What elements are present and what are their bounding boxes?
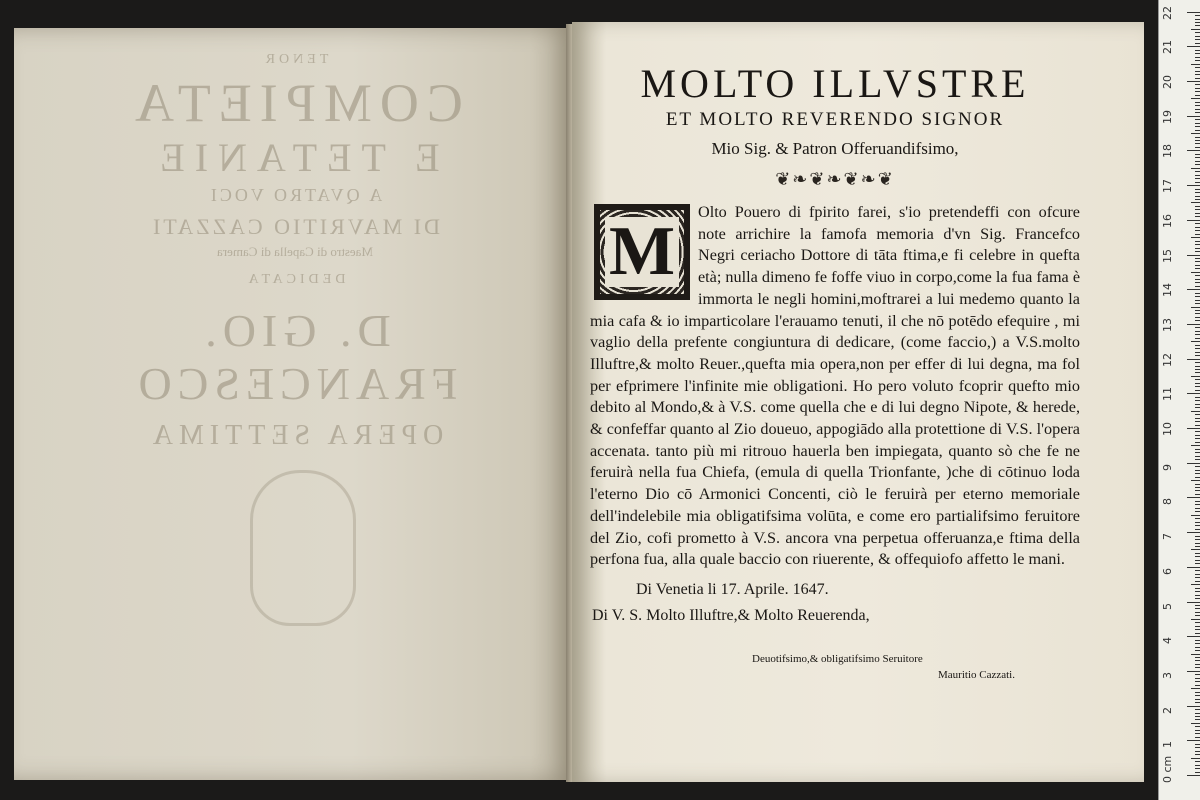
ruler-minor-tick — [1195, 22, 1200, 23]
ruler-minor-tick — [1195, 300, 1200, 301]
title-line-3: Mio Sig. & Patron Offeruandifsimo, — [711, 139, 959, 158]
ruler-minor-tick — [1195, 622, 1200, 623]
ruler-minor-tick — [1195, 352, 1200, 353]
ruler-minor-tick — [1195, 664, 1200, 665]
ruler-minor-tick — [1191, 64, 1200, 65]
ghost-line: DI MAVRITIO CAZZATI — [149, 214, 441, 239]
ruler-minor-tick — [1195, 466, 1200, 467]
ruler-tick — [1187, 116, 1200, 117]
ruler-minor-tick — [1195, 449, 1200, 450]
ruler-minor-tick — [1195, 248, 1200, 249]
ruler-minor-tick — [1195, 459, 1200, 460]
ruler-minor-tick — [1195, 536, 1200, 537]
ruler-label: 18 — [1161, 144, 1174, 159]
ruler-minor-tick — [1195, 400, 1200, 401]
ruler-minor-tick — [1195, 355, 1200, 356]
ruler-minor-tick — [1191, 445, 1200, 446]
ruler-minor-tick — [1195, 695, 1200, 696]
ruler-minor-tick — [1195, 709, 1200, 710]
ruler-minor-tick — [1195, 650, 1200, 651]
ruler-minor-tick — [1195, 327, 1200, 328]
ruler-minor-tick — [1195, 171, 1200, 172]
ruler-minor-tick — [1195, 261, 1200, 262]
ruler-tick — [1187, 706, 1200, 707]
ruler-minor-tick — [1195, 57, 1200, 58]
ruler-minor-tick — [1195, 685, 1200, 686]
ruler-minor-tick — [1195, 615, 1200, 616]
ruler-minor-tick — [1195, 275, 1200, 276]
ruler-minor-tick — [1195, 161, 1200, 162]
ruler-minor-tick — [1195, 154, 1200, 155]
ruler-label: 13 — [1161, 317, 1174, 332]
ruler-minor-tick — [1195, 53, 1200, 54]
ruler-minor-tick — [1195, 15, 1200, 16]
signature-line-1: Deuotifsimo,& obligatifsimo Seruitore — [752, 652, 923, 665]
ruler-tick — [1187, 428, 1200, 429]
ruler-minor-tick — [1195, 726, 1200, 727]
ruler-label: 11 — [1161, 387, 1174, 402]
ruler-minor-tick — [1195, 74, 1200, 75]
ruler-minor-tick — [1195, 338, 1200, 339]
ruler-minor-tick — [1195, 39, 1200, 40]
ruler-minor-tick — [1195, 25, 1200, 26]
ruler-label: 16 — [1161, 213, 1174, 228]
ruler-tick — [1187, 775, 1200, 776]
ghost-line: OPERA SETTIMA — [146, 420, 444, 451]
ruler-minor-tick — [1195, 137, 1200, 138]
ruler-minor-tick — [1195, 692, 1200, 693]
ruler-minor-tick — [1195, 418, 1200, 419]
ruler-minor-tick — [1195, 414, 1200, 415]
ruler-minor-tick — [1195, 556, 1200, 557]
ruler-minor-tick — [1195, 591, 1200, 592]
ruler-minor-tick — [1195, 730, 1200, 731]
ruler-tick — [1187, 740, 1200, 741]
ruler-minor-tick — [1195, 147, 1200, 148]
ruler-minor-tick — [1195, 421, 1200, 422]
ruler-tick — [1187, 324, 1200, 325]
ruler-label: 3 — [1161, 671, 1174, 679]
ruler-minor-tick — [1195, 19, 1200, 20]
ruler-minor-tick — [1195, 331, 1200, 332]
ruler-minor-tick — [1195, 719, 1200, 720]
signature-name: Mauritio Cazzati. — [938, 668, 1015, 681]
ghost-line: D. GIO. FRANCESCO — [132, 305, 458, 409]
ruler-label: 14 — [1161, 283, 1174, 298]
ruler-minor-tick — [1195, 265, 1200, 266]
ruler-minor-tick — [1195, 581, 1200, 582]
ruler-minor-tick — [1195, 643, 1200, 644]
title-line-2: ET MOLTO REVERENDO SIGNOR — [665, 109, 1005, 130]
ruler-minor-tick — [1191, 549, 1200, 550]
ruler-minor-tick — [1195, 213, 1200, 214]
ruler-minor-tick — [1195, 126, 1200, 127]
ruler-minor-tick — [1195, 657, 1200, 658]
ruler-tick — [1187, 636, 1200, 637]
ruler-minor-tick — [1191, 723, 1200, 724]
ruler-minor-tick — [1195, 629, 1200, 630]
ruler-minor-tick — [1195, 175, 1200, 176]
ruler-minor-tick — [1195, 504, 1200, 505]
ruler-minor-tick — [1191, 376, 1200, 377]
ruler-minor-tick — [1195, 522, 1200, 523]
ruler-label: 22 — [1161, 5, 1174, 20]
ruler-minor-tick — [1195, 747, 1200, 748]
ruler-label: 8 — [1161, 498, 1174, 506]
ruler-tick — [1187, 220, 1200, 221]
ruler-minor-tick — [1195, 32, 1200, 33]
ruler-minor-tick — [1195, 348, 1200, 349]
salutation: Di V. S. Molto Illuftre,& Molto Reuerenda, — [592, 606, 870, 624]
ruler-minor-tick — [1195, 251, 1200, 252]
ruler-minor-tick — [1195, 192, 1200, 193]
ruler-minor-tick — [1195, 296, 1200, 297]
ruler-minor-tick — [1191, 688, 1200, 689]
ornament-divider: ❦❧❦❧❦❧❦ — [775, 169, 895, 190]
ruler-minor-tick — [1195, 88, 1200, 89]
ruler-minor-tick — [1195, 487, 1200, 488]
ruler-label: 19 — [1161, 109, 1174, 124]
ruler-minor-tick — [1195, 279, 1200, 280]
ruler-minor-tick — [1191, 411, 1200, 412]
ruler-tick — [1187, 567, 1200, 568]
ruler-minor-tick — [1191, 237, 1200, 238]
ruler-minor-tick — [1195, 744, 1200, 745]
ruler-minor-tick — [1195, 317, 1200, 318]
ruler-minor-tick — [1195, 681, 1200, 682]
ruler-tick — [1187, 393, 1200, 394]
ruler-minor-tick — [1195, 529, 1200, 530]
ruler-minor-tick — [1195, 751, 1200, 752]
ruler-minor-tick — [1195, 95, 1200, 96]
ruler-label: 17 — [1161, 179, 1174, 194]
ruler-minor-tick — [1195, 477, 1200, 478]
ruler-minor-tick — [1195, 553, 1200, 554]
ruler-minor-tick — [1195, 470, 1200, 471]
ruler-minor-tick — [1195, 431, 1200, 432]
ruler-minor-tick — [1195, 772, 1200, 773]
ruler-minor-tick — [1195, 234, 1200, 235]
ruler-tick — [1187, 671, 1200, 672]
ruler-minor-tick — [1195, 366, 1200, 367]
ruler-minor-tick — [1195, 386, 1200, 387]
body-paragraph: Olto Pouero di fpirito farei, s'io pretendeffi con ofcure note arrichire la famofa memoria d'vn Sig. Francefco Negri ceriacho Dottore di tāta ftima,e fi celebre in quefta età; nulla dimeno fe foffe viuo in corpo,come la fua fama è immorta le negli homini,moftrarei a lui medemo quanto la mia cafa & io imparticolare l'erauamo tenuti, il che nō potēdo efequire , mi vaglio della prefente congiuntura di dedicare, (come faccio,) a V.S.molto Illuftre,& molto Reuer.,quefta mia opera,non per effer di lui degna, ma fol per efprimere l'infinite mie obligationi. Ho pero voluto fcoprir quefto mio debito al Mondo,& à V.S. come quella che e di lui degno Nipote, & herede, & confeffar quanto al Zio doueuo, appogiādo alla protettione di V.S. l'opera accenata. tanto più mi ritrouo hauerla ben impiegata, quanto sò che fe ne feruirà nella fua Chiefa, (emula di quella Trionfante, )che di cōtinuo loda l'eterno Dio cō Armonici Concenti, ciò le feruirà per eterno memoriale dell'indelebile mia obligatifsima volūta, e come ero partialifsimo feruitore del Zio, cofi prometto à V.S. ancora vna perpetua offeruanza,e ftima della perfona fua, alla quale baccio con riuerente, & offequiofo affetto le mani. — [590, 203, 1080, 569]
ruler-minor-tick — [1195, 660, 1200, 661]
decorated-initial — [594, 204, 690, 300]
ruler-minor-tick — [1195, 539, 1200, 540]
ghost-line: E TETANIE — [150, 135, 440, 180]
ruler-minor-tick — [1195, 390, 1200, 391]
ruler-minor-tick — [1195, 230, 1200, 231]
ruler-minor-tick — [1195, 404, 1200, 405]
ruler-label: 15 — [1161, 248, 1174, 263]
ruler-minor-tick — [1195, 442, 1200, 443]
ruler-label: 5 — [1161, 602, 1174, 610]
ruler-minor-tick — [1195, 494, 1200, 495]
ruler-minor-tick — [1195, 206, 1200, 207]
ruler-minor-tick — [1195, 157, 1200, 158]
ruler-minor-tick — [1195, 702, 1200, 703]
ruler-minor-tick — [1191, 654, 1200, 655]
ruler-tick — [1187, 46, 1200, 47]
ruler-minor-tick — [1195, 223, 1200, 224]
ruler-minor-tick — [1195, 43, 1200, 44]
ruler-minor-tick — [1195, 258, 1200, 259]
ruler-minor-tick — [1195, 216, 1200, 217]
ruler-minor-tick — [1191, 480, 1200, 481]
ruler-label: 12 — [1161, 352, 1174, 367]
ghost-line: COMPIETA — [127, 73, 463, 133]
ruler-minor-tick — [1195, 112, 1200, 113]
ruler-label: 1 — [1161, 741, 1174, 749]
ruler-minor-tick — [1191, 515, 1200, 516]
ruler-minor-tick — [1195, 598, 1200, 599]
ruler-minor-tick — [1195, 345, 1200, 346]
ruler-minor-tick — [1195, 678, 1200, 679]
ruler-minor-tick — [1195, 640, 1200, 641]
ruler-minor-tick — [1195, 362, 1200, 363]
ruler-minor-tick — [1195, 595, 1200, 596]
ruler-minor-tick — [1195, 379, 1200, 380]
ruler-label: 10 — [1161, 422, 1174, 436]
ruler-minor-tick — [1195, 71, 1200, 72]
ruler-minor-tick — [1195, 407, 1200, 408]
ruler-minor-tick — [1195, 199, 1200, 200]
ruler-minor-tick — [1195, 518, 1200, 519]
ruler-minor-tick — [1195, 425, 1200, 426]
ruler-minor-tick — [1195, 633, 1200, 634]
ruler-label: 21 — [1161, 40, 1174, 55]
ruler-minor-tick — [1195, 473, 1200, 474]
ruler-minor-tick — [1195, 286, 1200, 287]
ruler-minor-tick — [1195, 484, 1200, 485]
ghost-line: A QVATRO VOCI — [207, 185, 383, 205]
ruler-minor-tick — [1195, 761, 1200, 762]
ruler-label: 6 — [1161, 567, 1174, 575]
ruler-minor-tick — [1195, 164, 1200, 165]
ruler-minor-tick — [1195, 647, 1200, 648]
ruler-minor-tick — [1195, 612, 1200, 613]
ruler-minor-tick — [1195, 119, 1200, 120]
dedication-text — [590, 60, 1080, 681]
ruler-minor-tick — [1195, 588, 1200, 589]
ruler-minor-tick — [1195, 84, 1200, 85]
ruler-minor-tick — [1195, 511, 1200, 512]
ruler-minor-tick — [1195, 608, 1200, 609]
ruler-minor-tick — [1191, 202, 1200, 203]
ruler-minor-tick — [1195, 241, 1200, 242]
ruler-label: 7 — [1161, 533, 1174, 541]
measuring-ruler — [1158, 0, 1200, 800]
ruler-minor-tick — [1195, 383, 1200, 384]
ruler-minor-tick — [1195, 130, 1200, 131]
ruler-minor-tick — [1195, 50, 1200, 51]
ruler-minor-tick — [1191, 619, 1200, 620]
ruler-minor-tick — [1191, 758, 1200, 759]
ruler-minor-tick — [1195, 570, 1200, 571]
ruler-tick — [1187, 602, 1200, 603]
ruler-minor-tick — [1195, 737, 1200, 738]
ruler-minor-tick — [1195, 768, 1200, 769]
ruler-minor-tick — [1195, 765, 1200, 766]
ruler-minor-tick — [1195, 143, 1200, 144]
ruler-minor-tick — [1195, 36, 1200, 37]
ruler-minor-tick — [1191, 29, 1200, 30]
ruler-minor-tick — [1195, 699, 1200, 700]
ruler-minor-tick — [1195, 178, 1200, 179]
ruler-minor-tick — [1195, 102, 1200, 103]
ruler-minor-tick — [1195, 713, 1200, 714]
ruler-minor-tick — [1195, 109, 1200, 110]
ruler-tick — [1187, 185, 1200, 186]
ruler-minor-tick — [1191, 133, 1200, 134]
ruler-minor-tick — [1195, 438, 1200, 439]
ruler-minor-tick — [1191, 98, 1200, 99]
ruler-tick — [1187, 532, 1200, 533]
ruler-minor-tick — [1195, 303, 1200, 304]
ruler-minor-tick — [1195, 546, 1200, 547]
ghost-line: DEDICATA — [244, 272, 346, 287]
ruler-minor-tick — [1195, 310, 1200, 311]
ruler-minor-tick — [1195, 674, 1200, 675]
ruler-minor-tick — [1195, 667, 1200, 668]
ruler-minor-tick — [1195, 78, 1200, 79]
ruler-minor-tick — [1195, 560, 1200, 561]
ruler-minor-tick — [1195, 244, 1200, 245]
ruler-minor-tick — [1195, 313, 1200, 314]
ghost-line: Maestro di Capella di Camera — [217, 244, 373, 259]
ruler-minor-tick — [1195, 563, 1200, 564]
ruler-minor-tick — [1195, 196, 1200, 197]
ruler-minor-tick — [1195, 369, 1200, 370]
ruler-tick — [1187, 497, 1200, 498]
ruler-minor-tick — [1195, 182, 1200, 183]
ruler-minor-tick — [1195, 574, 1200, 575]
ruler-minor-tick — [1195, 733, 1200, 734]
ghost-line: TENOR — [261, 52, 329, 67]
title-line-1: MOLTO ILLVSTRE — [640, 61, 1030, 106]
date-line: Di Venetia li 17. Aprile. 1647. — [636, 580, 829, 598]
ruler-minor-tick — [1195, 60, 1200, 61]
ruler-minor-tick — [1195, 334, 1200, 335]
ruler-minor-tick — [1195, 209, 1200, 210]
ruler-minor-tick — [1195, 508, 1200, 509]
dedication-body — [590, 202, 1080, 571]
ruler-minor-tick — [1195, 716, 1200, 717]
ruler-minor-tick — [1191, 584, 1200, 585]
ghost-emblem — [250, 470, 356, 626]
ruler-minor-tick — [1195, 435, 1200, 436]
ruler-minor-tick — [1195, 372, 1200, 373]
ruler-minor-tick — [1195, 227, 1200, 228]
ruler-tick — [1187, 463, 1200, 464]
ruler-minor-tick — [1195, 626, 1200, 627]
ruler-label: 2 — [1161, 706, 1174, 714]
ruler-minor-tick — [1195, 397, 1200, 398]
ruler-minor-tick — [1195, 501, 1200, 502]
ruler-minor-tick — [1191, 307, 1200, 308]
ruler-tick — [1187, 150, 1200, 151]
initial-letter: M — [605, 217, 679, 287]
ruler-tick — [1187, 81, 1200, 82]
ruler-minor-tick — [1195, 456, 1200, 457]
ruler-minor-tick — [1191, 168, 1200, 169]
ruler-minor-tick — [1191, 272, 1200, 273]
ruler-label: 0 cm — [1161, 755, 1174, 783]
ruler-minor-tick — [1195, 543, 1200, 544]
ruler-minor-tick — [1195, 525, 1200, 526]
ruler-minor-tick — [1195, 268, 1200, 269]
ruler-minor-tick — [1195, 577, 1200, 578]
ruler-minor-tick — [1195, 605, 1200, 606]
ruler-tick — [1187, 12, 1200, 13]
ruler-minor-tick — [1195, 91, 1200, 92]
ruler-minor-tick — [1195, 320, 1200, 321]
ruler-minor-tick — [1195, 490, 1200, 491]
ruler-minor-tick — [1195, 452, 1200, 453]
ruler-minor-tick — [1195, 67, 1200, 68]
ruler-minor-tick — [1195, 123, 1200, 124]
ruler-minor-tick — [1195, 189, 1200, 190]
ruler-tick — [1187, 289, 1200, 290]
ruler-label: 9 — [1161, 463, 1174, 471]
ruler-minor-tick — [1195, 140, 1200, 141]
ruler-label: 4 — [1161, 637, 1174, 645]
ruler-minor-tick — [1191, 341, 1200, 342]
left-page-bleedthrough — [30, 40, 560, 452]
ruler-label: 20 — [1161, 75, 1174, 89]
ruler-minor-tick — [1195, 293, 1200, 294]
ruler-minor-tick — [1195, 754, 1200, 755]
ruler-minor-tick — [1195, 105, 1200, 106]
ruler-minor-tick — [1195, 282, 1200, 283]
ruler-tick — [1187, 255, 1200, 256]
ruler-tick — [1187, 359, 1200, 360]
